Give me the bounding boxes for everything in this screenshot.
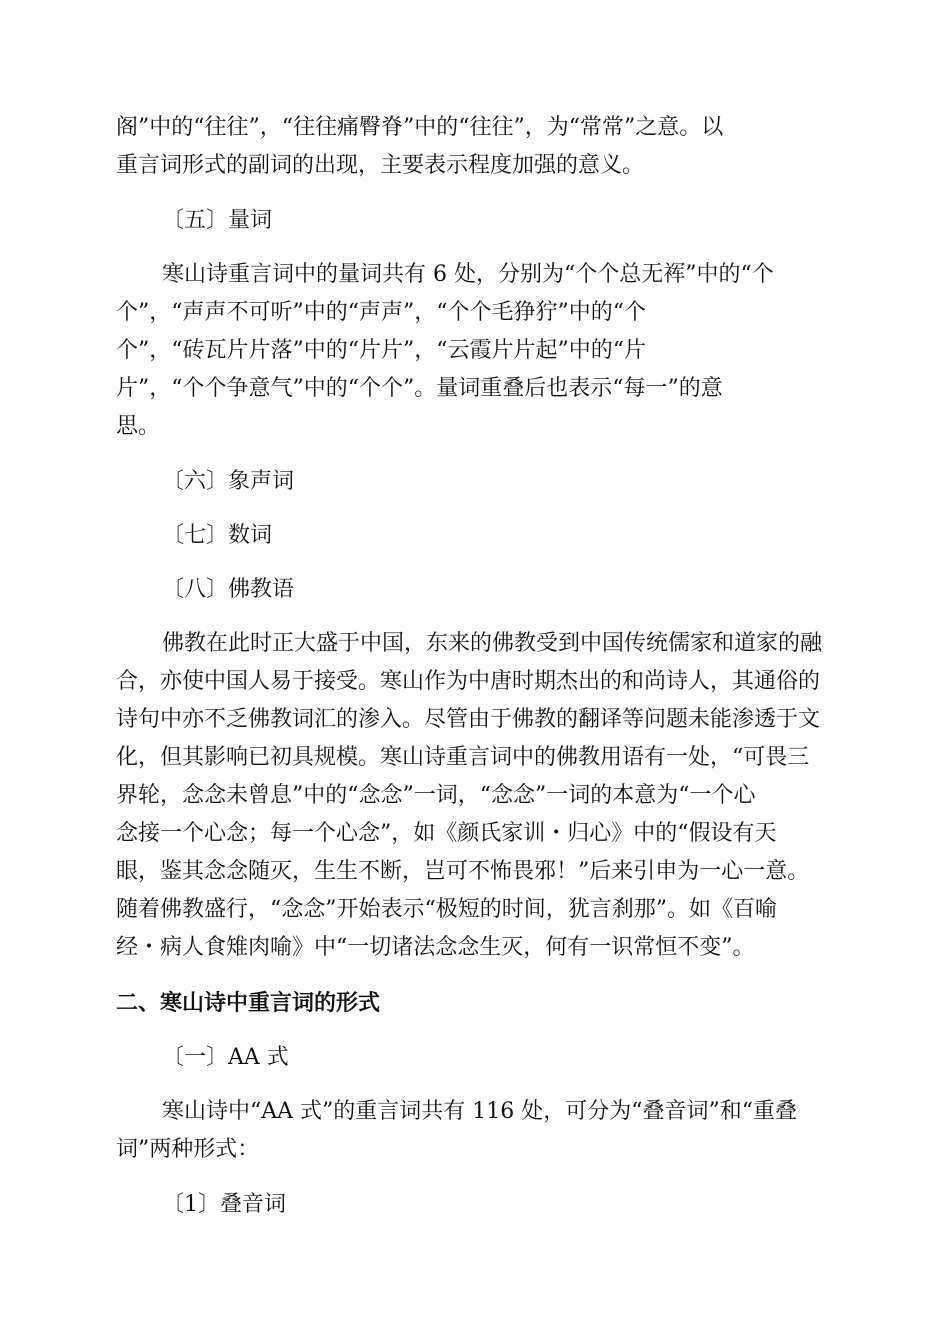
paragraph-line: 片”，“个个争意气”中的“个个”。量词重叠后也表示“每一”的意 bbox=[116, 376, 723, 401]
paragraph-line: 个”，“砖瓦片片落”中的“片片”，“云霞片片起”中的“片 bbox=[116, 338, 646, 363]
paragraph-line: 词”两种形式： bbox=[116, 1137, 260, 1162]
paragraph-line: 化，但其影响已初具规模。寒山诗重言词中的佛教用语有一处，“可畏三 bbox=[116, 745, 810, 770]
paragraph-line: 经・病人食雉肉喻》中“一切诸法念念生灭，何有一识常恒不变”。 bbox=[116, 935, 755, 960]
section-heading: 〔七〕数词 bbox=[162, 523, 273, 548]
paragraph-line: 界轮，念念未曾息”中的“念念”一词，“念念”一词的本意为“一个心 bbox=[116, 783, 756, 808]
paragraph-line: 阁”中的“往往”，“往往痛臀脊”中的“往往”，为“常常”之意。以 bbox=[116, 115, 724, 140]
paragraph-line: 诗句中亦不乏佛教词汇的渗入。尽管由于佛教的翻译等问题未能渗透于文 bbox=[116, 707, 821, 732]
section-heading: 〔八〕佛教语 bbox=[162, 577, 295, 602]
chapter-heading: 二、寒山诗中重言词的形式 bbox=[116, 991, 381, 1016]
section-heading: 〔六〕象声词 bbox=[162, 469, 295, 494]
paragraph-line: 合，亦使中国人易于接受。寒山作为中唐时期杰出的和尚诗人，其通俗的 bbox=[116, 669, 821, 694]
paragraph-line: 寒山诗中“AA 式”的重言词共有 116 处，可分为“叠音词”和“重叠 bbox=[162, 1099, 797, 1124]
paragraph-line: 思。 bbox=[116, 414, 161, 439]
section-heading: 〔一〕AA 式 bbox=[162, 1045, 289, 1070]
paragraph-line: 个”，“声声不可听”中的“声声”，“个个毛狰狞”中的“个 bbox=[116, 300, 646, 325]
paragraph-line: 佛教在此时正大盛于中国，东来的佛教受到中国传统儒家和道家的融 bbox=[162, 631, 823, 656]
paragraph-line: 随着佛教盛行，“念念”开始表示“极短的时间，犹言刹那”。如《百喻 bbox=[116, 897, 777, 922]
paragraph-line: 眼，鉴其念念随灭，生生不断，岂可不怖畏邪！”后来引申为一心一意。 bbox=[116, 859, 810, 884]
paragraph-line: 念接一个心念；每一个心念”，如《颜氏家训・归心》中的“假设有天 bbox=[116, 821, 777, 846]
paragraph-line: 重言词形式的副词的出现，主要表示程度加强的意义。 bbox=[116, 153, 645, 178]
paragraph-line: 寒山诗重言词中的量词共有 6 处，分别为“个个总无裈”中的“个 bbox=[162, 262, 774, 287]
section-heading: 〔五〕量词 bbox=[162, 208, 273, 233]
section-heading: 〔1〕叠音词 bbox=[162, 1192, 286, 1217]
